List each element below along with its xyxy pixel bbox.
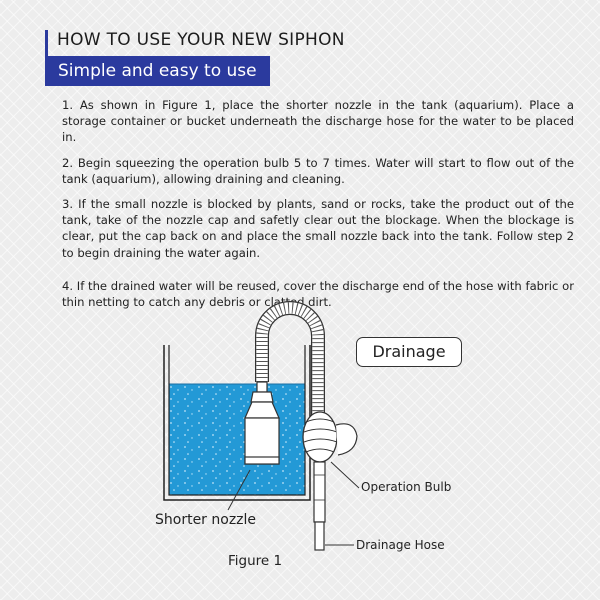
drainage-hose-label: Drainage Hose bbox=[356, 538, 445, 552]
step-1: 1. As shown in Figure 1, place the shorter nozzle in the tank (aquarium). Place a storage container or bucket underneath the discharge hose for the water to be placed in. bbox=[62, 98, 574, 145]
operation-bulb-label: Operation Bulb bbox=[361, 480, 452, 494]
step-2: 2. Begin squeezing the operation bulb 5 to 7 times. Water will start to flow out of the tank (aquarium), allowing draining and cleaning. bbox=[62, 155, 574, 186]
shorter-nozzle-label: Shorter nozzle bbox=[155, 512, 257, 528]
step-3: 3. If the small nozzle is blocked by plants, sand or rocks, take the product out of the tank, take of the nozzle cap and safetly clear out the blockage. When the blockage is clear, put the cap back on and place the small nozzle back into the tank. Follow step 2 to begin draining the water again. bbox=[62, 197, 574, 260]
drainage-hose bbox=[314, 462, 325, 550]
figure-caption: Figure 1 bbox=[228, 553, 283, 569]
bulb-leader-line bbox=[331, 462, 359, 488]
subtitle-banner: Simple and easy to use bbox=[48, 56, 270, 86]
tank-water bbox=[169, 384, 305, 495]
page-title: HOW TO USE YOUR NEW SIPHON bbox=[57, 30, 345, 50]
operation-bulb bbox=[303, 412, 337, 462]
step-4: 4. If the drained water will be reused, cover the discharge end of the hose with fabric or thin netting to catch any debris or clatted dirt. bbox=[62, 278, 574, 310]
tank bbox=[164, 345, 310, 500]
drainage-label: Drainage bbox=[356, 337, 462, 367]
hand bbox=[336, 424, 357, 455]
